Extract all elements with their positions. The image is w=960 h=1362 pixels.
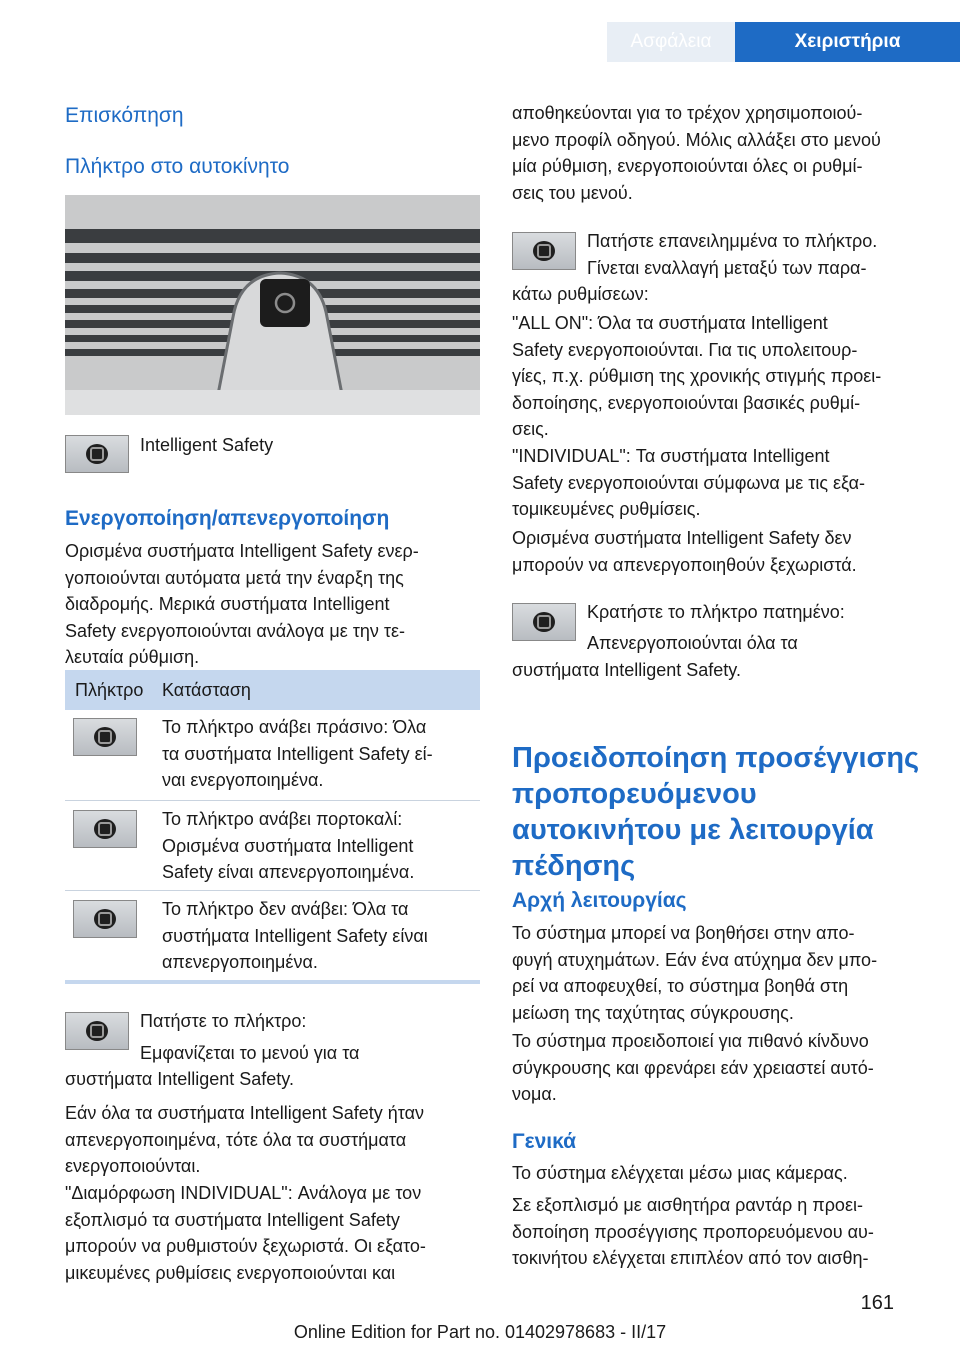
press-line-3: συστήματα Intelligent Safety. — [65, 1069, 294, 1089]
hold-button-icon — [512, 603, 576, 641]
text-line: μικευμένες ρυθμίσεις ενεργοποιούνται και — [65, 1262, 396, 1283]
title-line: Προειδοποίηση προσέγγισης — [512, 742, 920, 774]
hold-line-3: συστήματα Intelligent Safety. — [512, 660, 741, 680]
all-off-paragraph — [65, 1100, 485, 1180]
title-line: αυτοκινήτου με λειτουργία — [512, 814, 874, 846]
text-line: Ορισμένα συστήματα Intelligent Safety ενερ- — [65, 541, 419, 561]
heading-button-in-car: Πλήκτρο στο αυτοκίνητο — [65, 155, 290, 178]
text-line: μπορούν να απενεργοποιηθούν ξεχωριστά. — [512, 554, 857, 575]
hold-line-1: Κρατήστε το πλήκτρο πατημένο: — [587, 602, 845, 622]
button-icon-off — [73, 900, 137, 938]
text-line: Εάν όλα τα συστήματα Intelligent Safety ήταν — [65, 1103, 425, 1123]
column-header-status: Κατάσταση — [162, 680, 251, 700]
text-line: αποθηκεύονται για το τρέχον χρησιμοποιού- — [512, 103, 863, 123]
text-line: ναι ενεργοποιημένα. — [162, 770, 324, 790]
text-line: γίες, π.χ. ρύθμιση της χρονικής στιγμής προει- — [512, 366, 882, 386]
text-line: μία ρύθμιση, ενεργοποιούνται όλες οι ρυθμί- — [512, 156, 863, 176]
text-line: μείωση της ταχύτητας σύγκρουσης. — [512, 1002, 794, 1023]
text-line: Σε εξοπλισμό με αισθητήρα ραντάρ η προει- — [512, 1195, 863, 1215]
row-text — [162, 806, 414, 886]
button-icon-green — [73, 718, 137, 756]
tab-section-safety[interactable]: Ασφάλεια — [607, 22, 735, 62]
heading-activation: Ενεργοποίηση/απενεργοποίηση — [65, 507, 390, 530]
repeat-line-2: Γίνεται εναλλαγή μεταξύ των παρα- — [587, 258, 867, 278]
text-line: δοποίηση προσέγγισης προπορευόμενου αυ- — [512, 1221, 874, 1242]
text-line: λευταία ρύθμιση. — [65, 647, 200, 667]
table-row — [65, 890, 480, 984]
status-table-header — [65, 670, 480, 710]
section-title — [512, 740, 942, 884]
intelligent-safety-button-icon — [65, 435, 129, 473]
text-line: Ορισμένα συστήματα Intelligent — [162, 835, 414, 856]
text-line: Το σύστημα μπορεί να βοηθήσει στην απο- — [512, 923, 855, 943]
individual-paragraph — [65, 1180, 485, 1286]
individual-mode-paragraph — [512, 443, 932, 523]
row-text — [162, 896, 428, 976]
principle-paragraph — [512, 920, 932, 1026]
some-systems-paragraph — [512, 525, 932, 578]
hold-line-2: Απενεργοποιούνται όλα τα — [587, 633, 798, 653]
heading-general: Γενικά — [512, 1130, 577, 1153]
text-line: μενο προφίλ οδηγού. Μόλις αλλάξει στο μενού — [512, 129, 881, 150]
text-line: "Διαμόρφωση INDIVIDUAL": Ανάλογα με τον — [65, 1183, 422, 1203]
text-line: φυγή ατυχημάτων. Εάν ένα ατύχημα δεν μπο- — [512, 949, 878, 970]
header-tabs — [607, 22, 960, 62]
text-line: συστήματα Intelligent Safety είναι — [162, 925, 428, 946]
text-line: γοποιούνται αυτόματα μετά την έναρξη της — [65, 567, 404, 588]
text-line: Safety ενεργοποιούνται. Για τις υπολειτουρ- — [512, 339, 858, 360]
text-line: Ορισμένα συστήματα Intelligent Safety δεν — [512, 528, 852, 548]
repeat-button-icon — [512, 232, 576, 270]
camera-paragraph: Το σύστημα ελέγχεται μέσω μιας κάμερας. — [512, 1163, 848, 1183]
table-row — [65, 800, 480, 891]
edition-footer: Online Edition for Part no. 01402978683 - II/17 — [293, 1322, 667, 1342]
text-line: Το σύστημα προειδοποιεί για πιθανό κίνδυνο — [512, 1031, 869, 1051]
activation-paragraph — [65, 538, 485, 671]
text-line: Safety είναι απενεργοποιημένα. — [162, 862, 415, 882]
text-line: Το πλήκτρο ανάβει πράσινο: Όλα — [162, 717, 427, 737]
dashboard-photo — [65, 195, 480, 415]
radar-paragraph — [512, 1192, 932, 1272]
text-line: "INDIVIDUAL": Τα συστήματα Intelligent — [512, 446, 830, 466]
column-header-button: Πλήκτρο — [75, 680, 144, 700]
text-line: ρεί να αποφευχθεί, το σύστημα βοηθά στη — [512, 976, 849, 996]
text-line: σεις του μενού. — [512, 182, 633, 203]
text-line: ενεργοποιούνται. — [65, 1156, 201, 1176]
continuation-paragraph — [512, 100, 932, 206]
dashboard-photo-drawing — [65, 195, 480, 415]
text-line: τοκινήτου ελέγχεται επιπλέον από τον αισθη- — [512, 1248, 869, 1268]
press-line-1: Πατήστε το πλήκτρο: — [140, 1011, 307, 1031]
heading-overview: Επισκόπηση — [65, 104, 184, 127]
text-line: νομα. — [512, 1084, 557, 1104]
repeat-line-3: κάτω ρυθμίσεων: — [512, 284, 649, 304]
text-line: τομικευμένες ρυθμίσεις. — [512, 499, 701, 519]
text-line: απενεργοποιημένα, τότε όλα τα συστήματα — [65, 1129, 407, 1150]
text-line: μπορούν να ρυθμιστούν ξεχωριστά. Οι εξατο- — [65, 1236, 426, 1256]
warns-paragraph — [512, 1028, 932, 1108]
text-line: σεις. — [512, 419, 549, 439]
text-line: "ALL ON": Όλα τα συστήματα Intelligent — [512, 313, 828, 333]
text-line: Το πλήκτρο ανάβει πορτοκαλί: — [162, 809, 403, 829]
table-row — [65, 710, 480, 801]
page-number: 161 — [860, 1292, 894, 1314]
press-line-2: Εμφανίζεται το μενού για τα — [140, 1043, 360, 1063]
text-line: σύγκρουσης και φρενάρει εάν χρειαστεί αυτό- — [512, 1057, 874, 1078]
text-line: εξοπλισμό τα συστήματα Intelligent Safety — [65, 1209, 400, 1230]
button-caption: Intelligent Safety — [140, 435, 274, 455]
text-line: Safety ενεργοποιούνται σύμφωνα με τις εξα- — [512, 472, 866, 493]
text-line: τα συστήματα Intelligent Safety εί- — [162, 743, 433, 764]
text-line: διαδρομής. Μερικά συστήματα Intelligent — [65, 594, 390, 614]
all-on-paragraph — [512, 310, 932, 443]
row-text — [162, 714, 433, 794]
repeat-line-1: Πατήστε επανειλημμένα το πλήκτρο. — [587, 231, 878, 251]
title-line: πέδησης — [512, 850, 636, 882]
text-line: απενεργοποιημένα. — [162, 952, 318, 972]
text-line: Το πλήκτρο δεν ανάβει: Όλα τα — [162, 899, 409, 919]
text-line: Safety ενεργοποιούνται ανάλογα με την τε- — [65, 620, 405, 641]
button-icon-orange — [73, 810, 137, 848]
press-button-icon — [65, 1012, 129, 1050]
text-line: δοποίησης, ενεργοποιούνται βασικές ρυθμί- — [512, 392, 861, 413]
heading-principle: Αρχή λειτουργίας — [512, 889, 687, 912]
title-line: προπορευόμενου — [512, 778, 757, 810]
tab-controls[interactable]: Χειριστήρια — [735, 22, 960, 62]
